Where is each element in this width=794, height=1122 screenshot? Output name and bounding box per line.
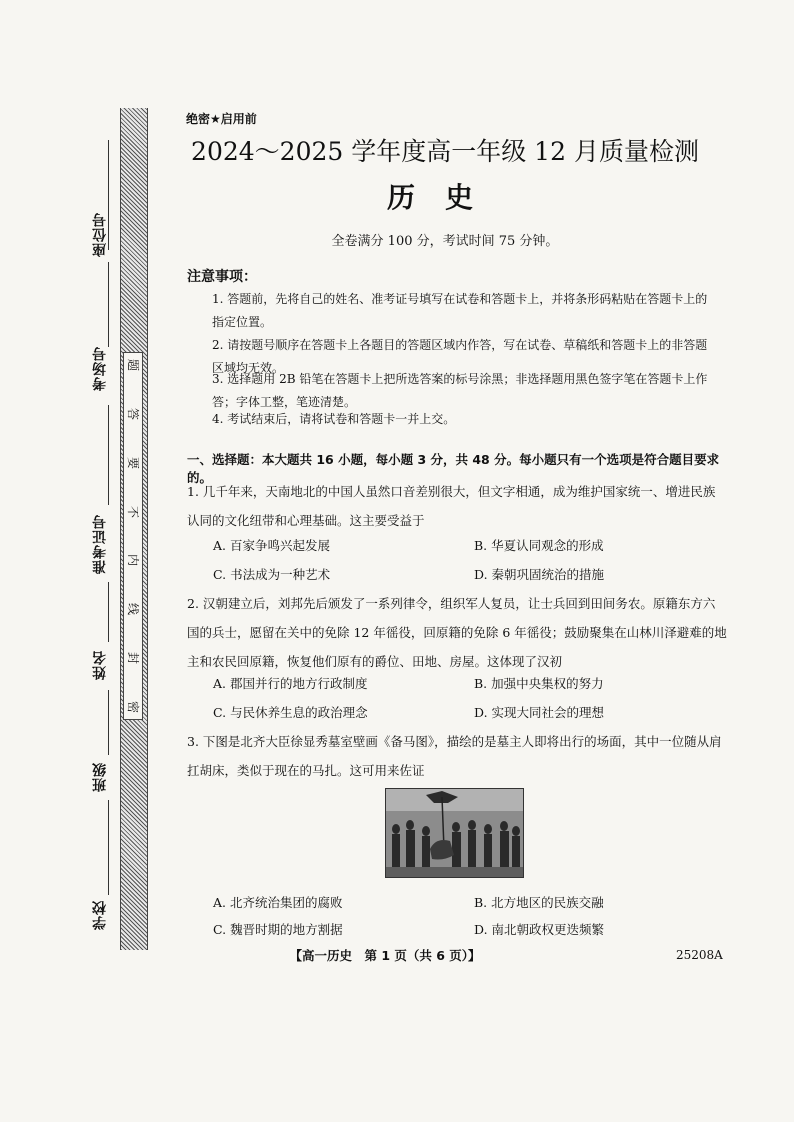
page-footer: 【高一历史 第 1 页（共 6 页）】: [289, 948, 481, 963]
exam-id-label: 准考证号: [92, 514, 108, 574]
margin-line: [108, 262, 109, 347]
margin-line: [108, 405, 109, 505]
binding-margin: [0, 0, 150, 1122]
seal-line-notice: [123, 352, 143, 720]
margin-line: [108, 690, 109, 755]
option-c: C. 魏晋时期的地方割据: [213, 922, 343, 937]
option-b: B. 加强中央集权的努力: [474, 676, 604, 691]
question-stem: 3. 下图是北齐大臣徐显秀墓室壁画《备马图》，描绘的是墓主人即将出行的场面，其中一位随从肩扛胡床，类似于现在的马扎。这可用来佐证: [187, 734, 722, 778]
option-c: C. 书法成为一种艺术: [213, 567, 331, 582]
option-d: D. 南北朝政权更迭频繁: [474, 922, 605, 937]
option-d: D. 秦朝巩固统治的措施: [474, 567, 605, 582]
name-label: 姓名: [92, 650, 108, 680]
option-a: A. 郡国并行的地方行政制度: [213, 676, 368, 691]
option-a: A. 百家争鸣兴起发展: [213, 538, 330, 553]
section-heading: 一、选择题：本大题共 16 小题，每小题 3 分，共 48 分。每小题只有一个选项是符合题目要求的。: [187, 452, 720, 485]
margin-line: [108, 582, 109, 642]
seal-char: 内: [125, 554, 140, 567]
seal-char: 封: [125, 652, 140, 665]
seal-char: 题: [125, 358, 140, 372]
option-a: A. 北齐统治集团的腐败: [213, 895, 343, 910]
option-d: D. 实现大同社会的理想: [474, 705, 605, 720]
exam-room-label: 考场号: [92, 346, 108, 391]
confidential-mark: 绝密★启用前: [186, 112, 257, 126]
margin-line: [108, 800, 109, 895]
notice-item: 2. 请按题号顺序在答题卡上各题目的答题区域内作答，写在试卷、草稿纸和答题卡上的非答题区域均无效。: [212, 338, 708, 375]
option-b: B. 华夏认同观念的形成: [474, 538, 604, 553]
subject-title: 历史: [386, 181, 503, 214]
question-stem: 2. 汉朝建立后，刘邦先后颁发了一系列律令，组织军人复员，让士兵回到田间务农。原籍东方六国的兵士，愿留在关中的免除 12 年徭役，回原籍的免除 6 年徭役；鼓励聚集在山林川泽避难的地主和农民回原籍，恢复他们原有的爵位、田地、房屋。这体现了汉初: [187, 596, 727, 669]
question-stem: 1. 几千年来，天南地北的中国人虽然口音差别很大，但文字相通，成为维护国家统一、增进民族认同的文化纽带和心理基础。这主要受益于: [187, 484, 716, 528]
class-label: 班级: [92, 762, 108, 792]
seal-char: 答: [125, 407, 140, 420]
seal-char: 密: [125, 700, 140, 713]
notice-title: 注意事项：: [187, 269, 257, 285]
paper-code: 25208A: [676, 948, 723, 962]
exam-title: 2024～2025 学年度高一年级 12 月质量检测: [191, 137, 699, 166]
seat-number-label: 座位号: [92, 212, 108, 257]
seal-char: 线: [125, 603, 140, 616]
notice-item: 3. 选择题用 2B 铅笔在答题卡上把所选答案的标号涂黑；非选择题用黑色签字笔在答题卡上作答；字体工整，笔迹清楚。: [212, 372, 708, 409]
mural-image: [385, 788, 524, 878]
school-label: 学校: [92, 900, 108, 930]
mural-illustration: [386, 789, 523, 877]
notice-item: 4. 考试结束后，请将试卷和答题卡一并上交。: [212, 412, 456, 426]
option-c: C. 与民休养生息的政治理念: [213, 705, 368, 720]
seal-char: 不: [125, 505, 140, 518]
score-time-line: 全卷满分 100 分，考试时间 75 分钟。: [331, 234, 559, 249]
option-b: B. 北方地区的民族交融: [474, 895, 604, 910]
seal-char: 要: [125, 456, 140, 469]
notice-item: 1. 答题前，先将自己的姓名、准考证号填写在试卷和答题卡上，并将条形码粘贴在答题卡上的指定位置。: [212, 292, 708, 329]
